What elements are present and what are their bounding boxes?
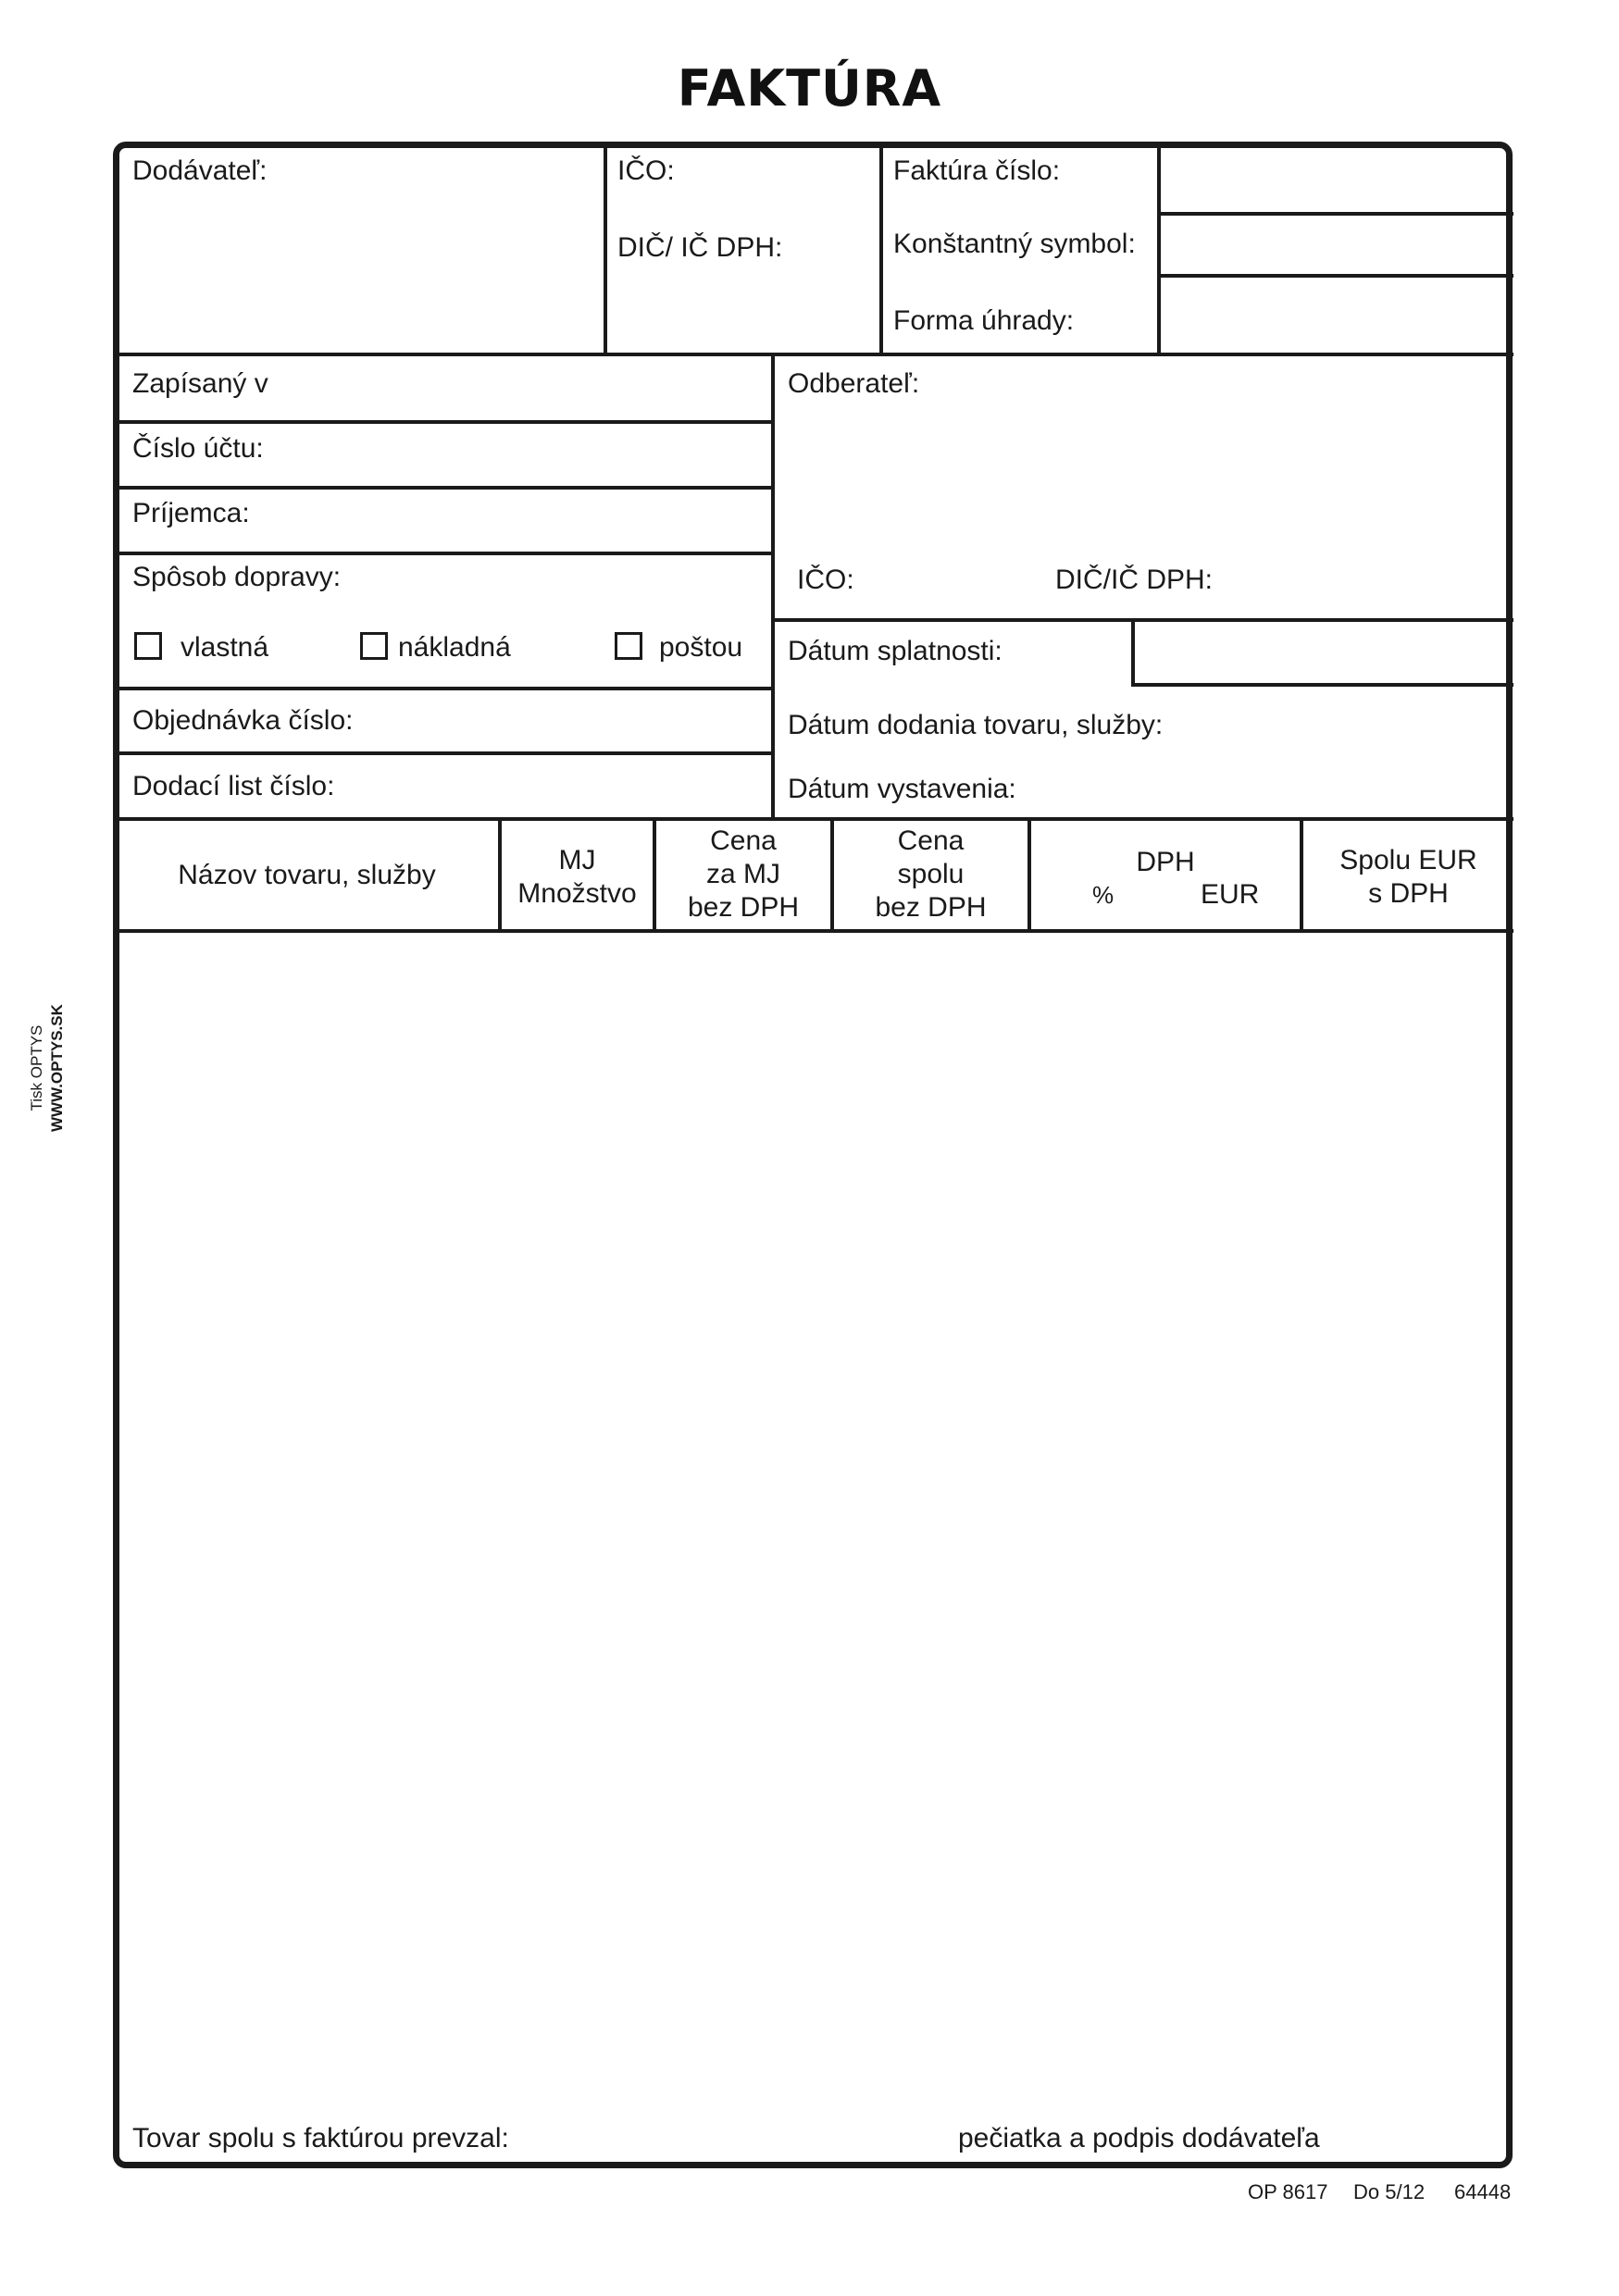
constant-symbol-label: Konštantný symbol: <box>893 229 1136 259</box>
divider <box>771 618 1513 622</box>
divider <box>879 145 883 355</box>
col-header-total-line1: Cena <box>897 825 965 856</box>
delivery-date-label: Dátum dodania tovaru, služby: <box>788 710 1164 740</box>
recipient-label: Príjemca: <box>132 498 250 528</box>
form-number: 64448 <box>1454 2180 1512 2203</box>
goods-received-label: Tovar spolu s faktúrou prevzal: <box>132 2123 509 2153</box>
col-header-sum-line1: Spolu EUR <box>1339 845 1477 875</box>
registered-label: Zapísaný v <box>132 368 268 399</box>
printer-side-note <box>27 1004 68 1132</box>
divider <box>116 420 773 424</box>
divider <box>604 145 607 355</box>
divider <box>116 687 773 690</box>
stamp-signature-label: pečiatka a podpis dodávateľa <box>958 2123 1320 2153</box>
divider <box>1157 274 1513 278</box>
divider <box>116 353 1513 356</box>
col-header-unit <box>502 844 653 911</box>
col-header-total <box>834 825 1027 925</box>
col-header-item-name: Názov tovaru, služby <box>178 860 436 890</box>
printer-name: Tisk OPTYS <box>28 1024 46 1111</box>
transport-post-checkbox[interactable] <box>615 632 642 660</box>
form-code: OP 8617 <box>1248 2180 1328 2203</box>
divider <box>771 354 775 819</box>
transport-own-checkbox[interactable] <box>134 632 162 660</box>
form-edition: Do 5/12 <box>1353 2180 1426 2203</box>
col-header-unit-price-line3: bez DPH <box>687 892 800 923</box>
col-header-total-line3: bez DPH <box>875 892 987 923</box>
divider <box>116 929 1513 933</box>
col-header-unit-line1: MJ <box>558 845 596 875</box>
document-title: FAKTÚRA <box>677 59 942 118</box>
printer-website: WWW.OPTYS.SK <box>48 1004 67 1132</box>
order-number-label: Objednávka číslo: <box>132 705 354 736</box>
transport-freight-checkbox[interactable] <box>360 632 388 660</box>
col-header-unit-price <box>656 825 830 925</box>
account-label: Číslo účtu: <box>132 433 264 464</box>
delivery-note-label: Dodací list číslo: <box>132 771 335 801</box>
customer-ico-label: IČO: <box>797 565 854 595</box>
transport-freight-label: nákladná <box>398 632 511 663</box>
col-header-vat-percent: % <box>1092 881 1115 909</box>
payment-form-label: Forma úhrady: <box>893 305 1075 336</box>
divider <box>116 817 1513 821</box>
col-header-sum-line2: s DPH <box>1368 878 1449 909</box>
col-header-vat: DPH <box>1136 847 1195 877</box>
divider <box>1131 683 1513 687</box>
customer-label: Odberateľ: <box>788 368 920 399</box>
supplier-dic-label: DIČ/ IČ DPH: <box>617 232 783 263</box>
divider <box>1131 620 1135 685</box>
transport-own-label: vlastná <box>181 632 269 663</box>
col-header-total-line2: spolu <box>897 859 965 889</box>
supplier-ico-label: IČO: <box>617 155 675 186</box>
divider <box>116 751 773 755</box>
divider <box>1157 145 1161 355</box>
due-date-label: Dátum splatnosti: <box>788 636 1003 666</box>
invoice-number-label: Faktúra číslo: <box>893 155 1061 186</box>
divider <box>116 552 773 555</box>
divider <box>116 486 773 490</box>
customer-dic-label: DIČ/IČ DPH: <box>1055 565 1214 595</box>
divider <box>1157 212 1513 216</box>
col-header-vat-eur: EUR <box>1201 879 1260 910</box>
invoice-frame <box>113 142 1513 2168</box>
issue-date-label: Dátum vystavenia: <box>788 774 1016 804</box>
transport-post-label: poštou <box>659 632 743 663</box>
supplier-label: Dodávateľ: <box>132 155 268 186</box>
col-header-sum <box>1303 844 1513 911</box>
col-header-unit-price-line2: za MJ <box>705 859 780 889</box>
transport-label: Spôsob dopravy: <box>132 562 342 592</box>
col-header-unit-price-line1: Cena <box>710 825 777 856</box>
col-header-unit-line2: Množstvo <box>517 878 637 909</box>
